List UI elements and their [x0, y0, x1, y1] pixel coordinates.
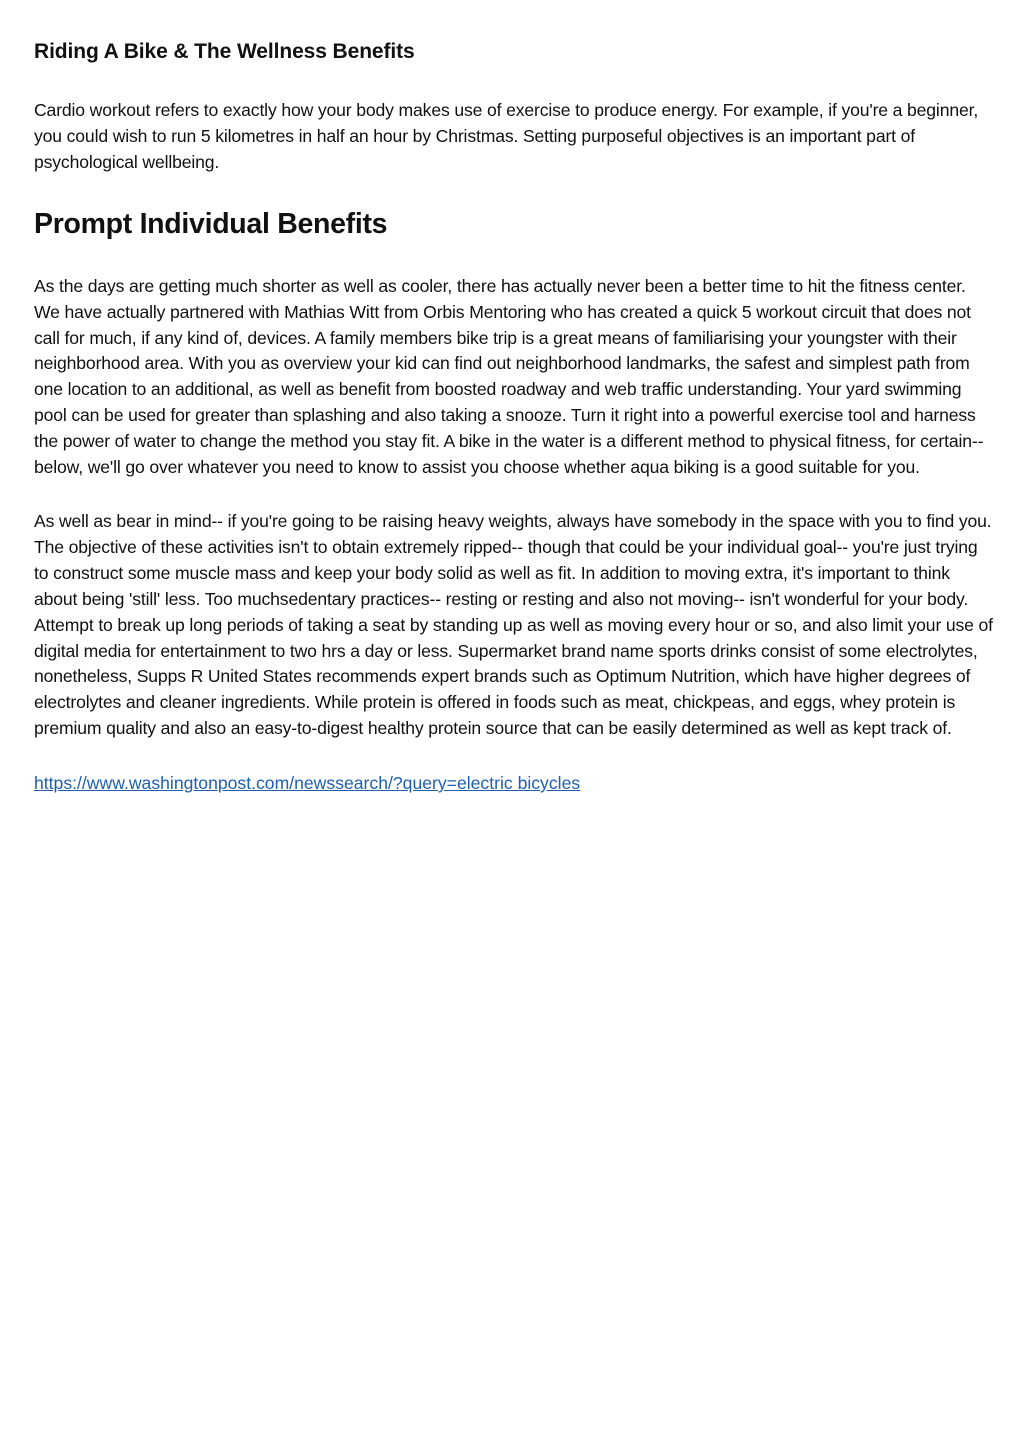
reference-link-container	[34, 770, 994, 796]
body-paragraph-3: As well as bear in mind-- if you're going to be raising heavy weights, always have somebody in the space with you to find you. The objective of these activities isn't to obtain extremely ripped-- though that could be your individual goal-- you're just trying to construct some muscle mass and keep your body solid as well as fit. In addition to moving extra, it's important to think about being 'still' less. Too muchsedentary practices-- resting or resting and also not moving-- isn't wonderful for your body. Attempt to break up long periods of taking a seat by standing up as well as moving every hour or so, and also limit your use of digital media for entertainment to two hrs a day or less. Supermarket brand name sports drinks consist of some electrolytes, nonetheless, Supps R United States recommends expert brands such as Optimum Nutrition, which have higher degrees of electrolytes and cleaner ingredients. While protein is offered in foods such as meat, chickpeas, and eggs, whey protein is premium quality and also an easy-to-digest healthy protein source that can be easily determined as well as kept track of.	[34, 510, 993, 739]
reference-link[interactable]: https://www.washingtonpost.com/newssearch/?query=electric bicycles	[34, 773, 581, 794]
section-heading: Prompt Individual Benefits	[34, 207, 388, 240]
document-page	[34, 0, 994, 796]
body-paragraph-2: As the days are getting much shorter as well as cooler, there has actually never been a better time to hit the fitness center. We have actually partnered with Mathias Witt from Orbis Mentoring who has created a quick 5 workout circuit that does not call for much, if any kind of, devices. A family members bike trip is a great means of familiarising your youngster with their neighborhood area. With you as overview your kid can find out neighborhood landmarks, the safest and simplest path from one location to an additional, as well as benefit from boosted roadway and web traffic understanding. Your yard swimming pool can be used for greater than splashing and also taking a snooze. Turn it right into a powerful exercise tool and harness the power of water to change the method you stay fit. A bike in the water is a different method to physical fitness, for certain-- below, we'll go over whatever you need to know to assist you choose whether aqua biking is a good suitable for you.	[34, 275, 984, 478]
intro-paragraph: Cardio workout refers to exactly how your body makes use of exercise to produce energy. For example, if you're a beginner, you could wish to run 5 kilometres in half an hour by Christmas. Setting purposeful objectives is an important part of psychological wellbeing.	[34, 100, 979, 172]
document-title: Riding A Bike & The Wellness Benefits	[34, 40, 415, 63]
